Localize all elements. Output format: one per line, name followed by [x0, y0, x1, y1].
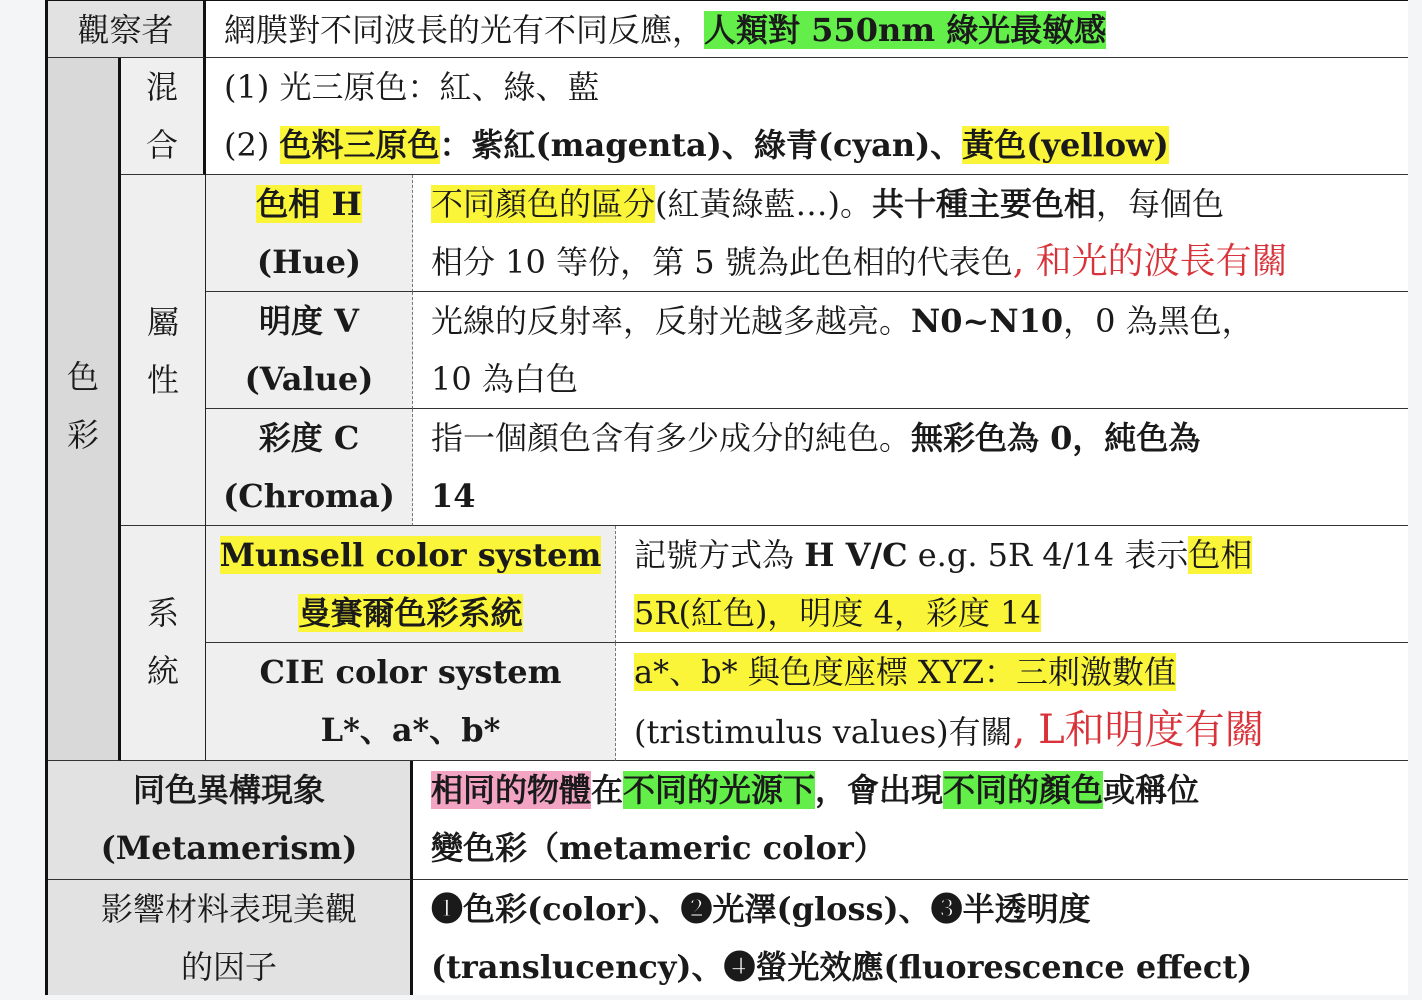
value-name-cell	[206, 292, 413, 409]
mixing-content-cell	[206, 58, 1408, 175]
munsell-name: Munsell color system	[219, 536, 602, 574]
cie-content-cell	[616, 643, 1408, 761]
metamerism-label: 同色異構現象	[132, 771, 325, 809]
hue-name-en: (Hue)	[256, 243, 362, 281]
factors-label-1: 影響材料表現美觀	[100, 890, 357, 928]
color-label-2: 彩	[66, 416, 99, 454]
cie-name-sub: L*、a*、b*	[320, 711, 501, 749]
value-name: 明度 V	[259, 302, 359, 340]
mixing-line-2: (2) 色料三原色：紫紅(magenta)、綠青(cyan)、黃色(yellow)	[224, 126, 1169, 164]
observer-text: 網膜對不同波長的光有不同反應，人類對 550nm 綠光最敏感	[224, 11, 1107, 49]
factors-content-cell	[413, 880, 1408, 995]
metamerism-line-2: 變色彩（metameric color）	[431, 829, 886, 867]
munsell-line-2: 5R(紅色)，明度 4，彩度 14	[634, 594, 1041, 632]
factors-line-1: ❶色彩(color)、❷光澤(gloss)、❸半透明度	[431, 890, 1091, 928]
munsell-name-cell	[206, 526, 616, 643]
value-name-en: (Value)	[244, 360, 374, 398]
chroma-line-2: 14	[431, 477, 476, 515]
munsell-name-zh: 曼賽爾色彩系統	[298, 594, 523, 632]
observer-content-cell	[206, 1, 1408, 58]
systems-label-cell: 系 統	[121, 526, 206, 761]
value-line-1: 光線的反射率，反射光越多越亮。N0~N10，0 為黑色，	[431, 302, 1254, 340]
factors-line-2: (translucency)、❹螢光效應(fluorescence effect)	[431, 948, 1253, 986]
cie-line-1: a*、b* 與色度座標 XYZ：三刺激數值	[634, 653, 1177, 691]
munsell-content-cell	[616, 526, 1408, 643]
hue-line-1: 不同顏色的區分(紅黃綠藍…)。共十種主要色相，每個色	[431, 185, 1225, 223]
hue-line-2: 相分 10 等份，第 5 號為此色相的代表色, 和光的波長有關	[431, 241, 1288, 282]
chroma-content-cell	[413, 409, 1408, 526]
cie-name: CIE color system	[259, 653, 562, 691]
cie-line-2: (tristimulus values)有關, L和明度有關	[634, 707, 1265, 753]
chroma-name-en: (Chroma)	[223, 477, 395, 515]
observer-label-cell	[48, 1, 206, 58]
chroma-name-cell	[206, 409, 413, 526]
hue-name: 色相 H	[256, 185, 362, 223]
color-label-1: 色	[66, 358, 99, 396]
cie-name-cell	[206, 643, 616, 761]
color-theory-table	[45, 0, 1408, 995]
factors-label-cell	[48, 880, 413, 995]
observer-label: 觀察者	[77, 11, 174, 49]
metamerism-label-en: (Metamerism)	[100, 829, 358, 867]
hue-content-cell	[413, 175, 1408, 292]
observer-highlight: 人類對 550nm 綠光最敏感	[704, 11, 1107, 49]
value-content-cell	[413, 292, 1408, 409]
munsell-line-1: 記號方式為 H V/C e.g. 5R 4/14 表示色相	[634, 536, 1253, 574]
metamerism-label-cell	[48, 761, 413, 880]
mixing-label-cell: 混 合	[121, 58, 206, 175]
metamerism-content-cell	[413, 761, 1408, 880]
chroma-name: 彩度 C	[258, 419, 360, 457]
metamerism-line-1: 相同的物體在不同的光源下，會出現不同的顏色或稱位	[431, 771, 1200, 809]
hue-name-cell	[206, 175, 413, 292]
factors-label-2: 的因子	[180, 948, 277, 986]
mixing-line-1: (1) 光三原色：紅、綠、藍	[224, 68, 600, 106]
color-label-cell	[48, 58, 121, 761]
value-line-2: 10 為白色	[431, 360, 578, 398]
chroma-line-1: 指一個顏色含有多少成分的純色。無彩色為 0，純色為	[431, 419, 1201, 457]
attributes-label-cell: 屬 性	[121, 175, 206, 526]
